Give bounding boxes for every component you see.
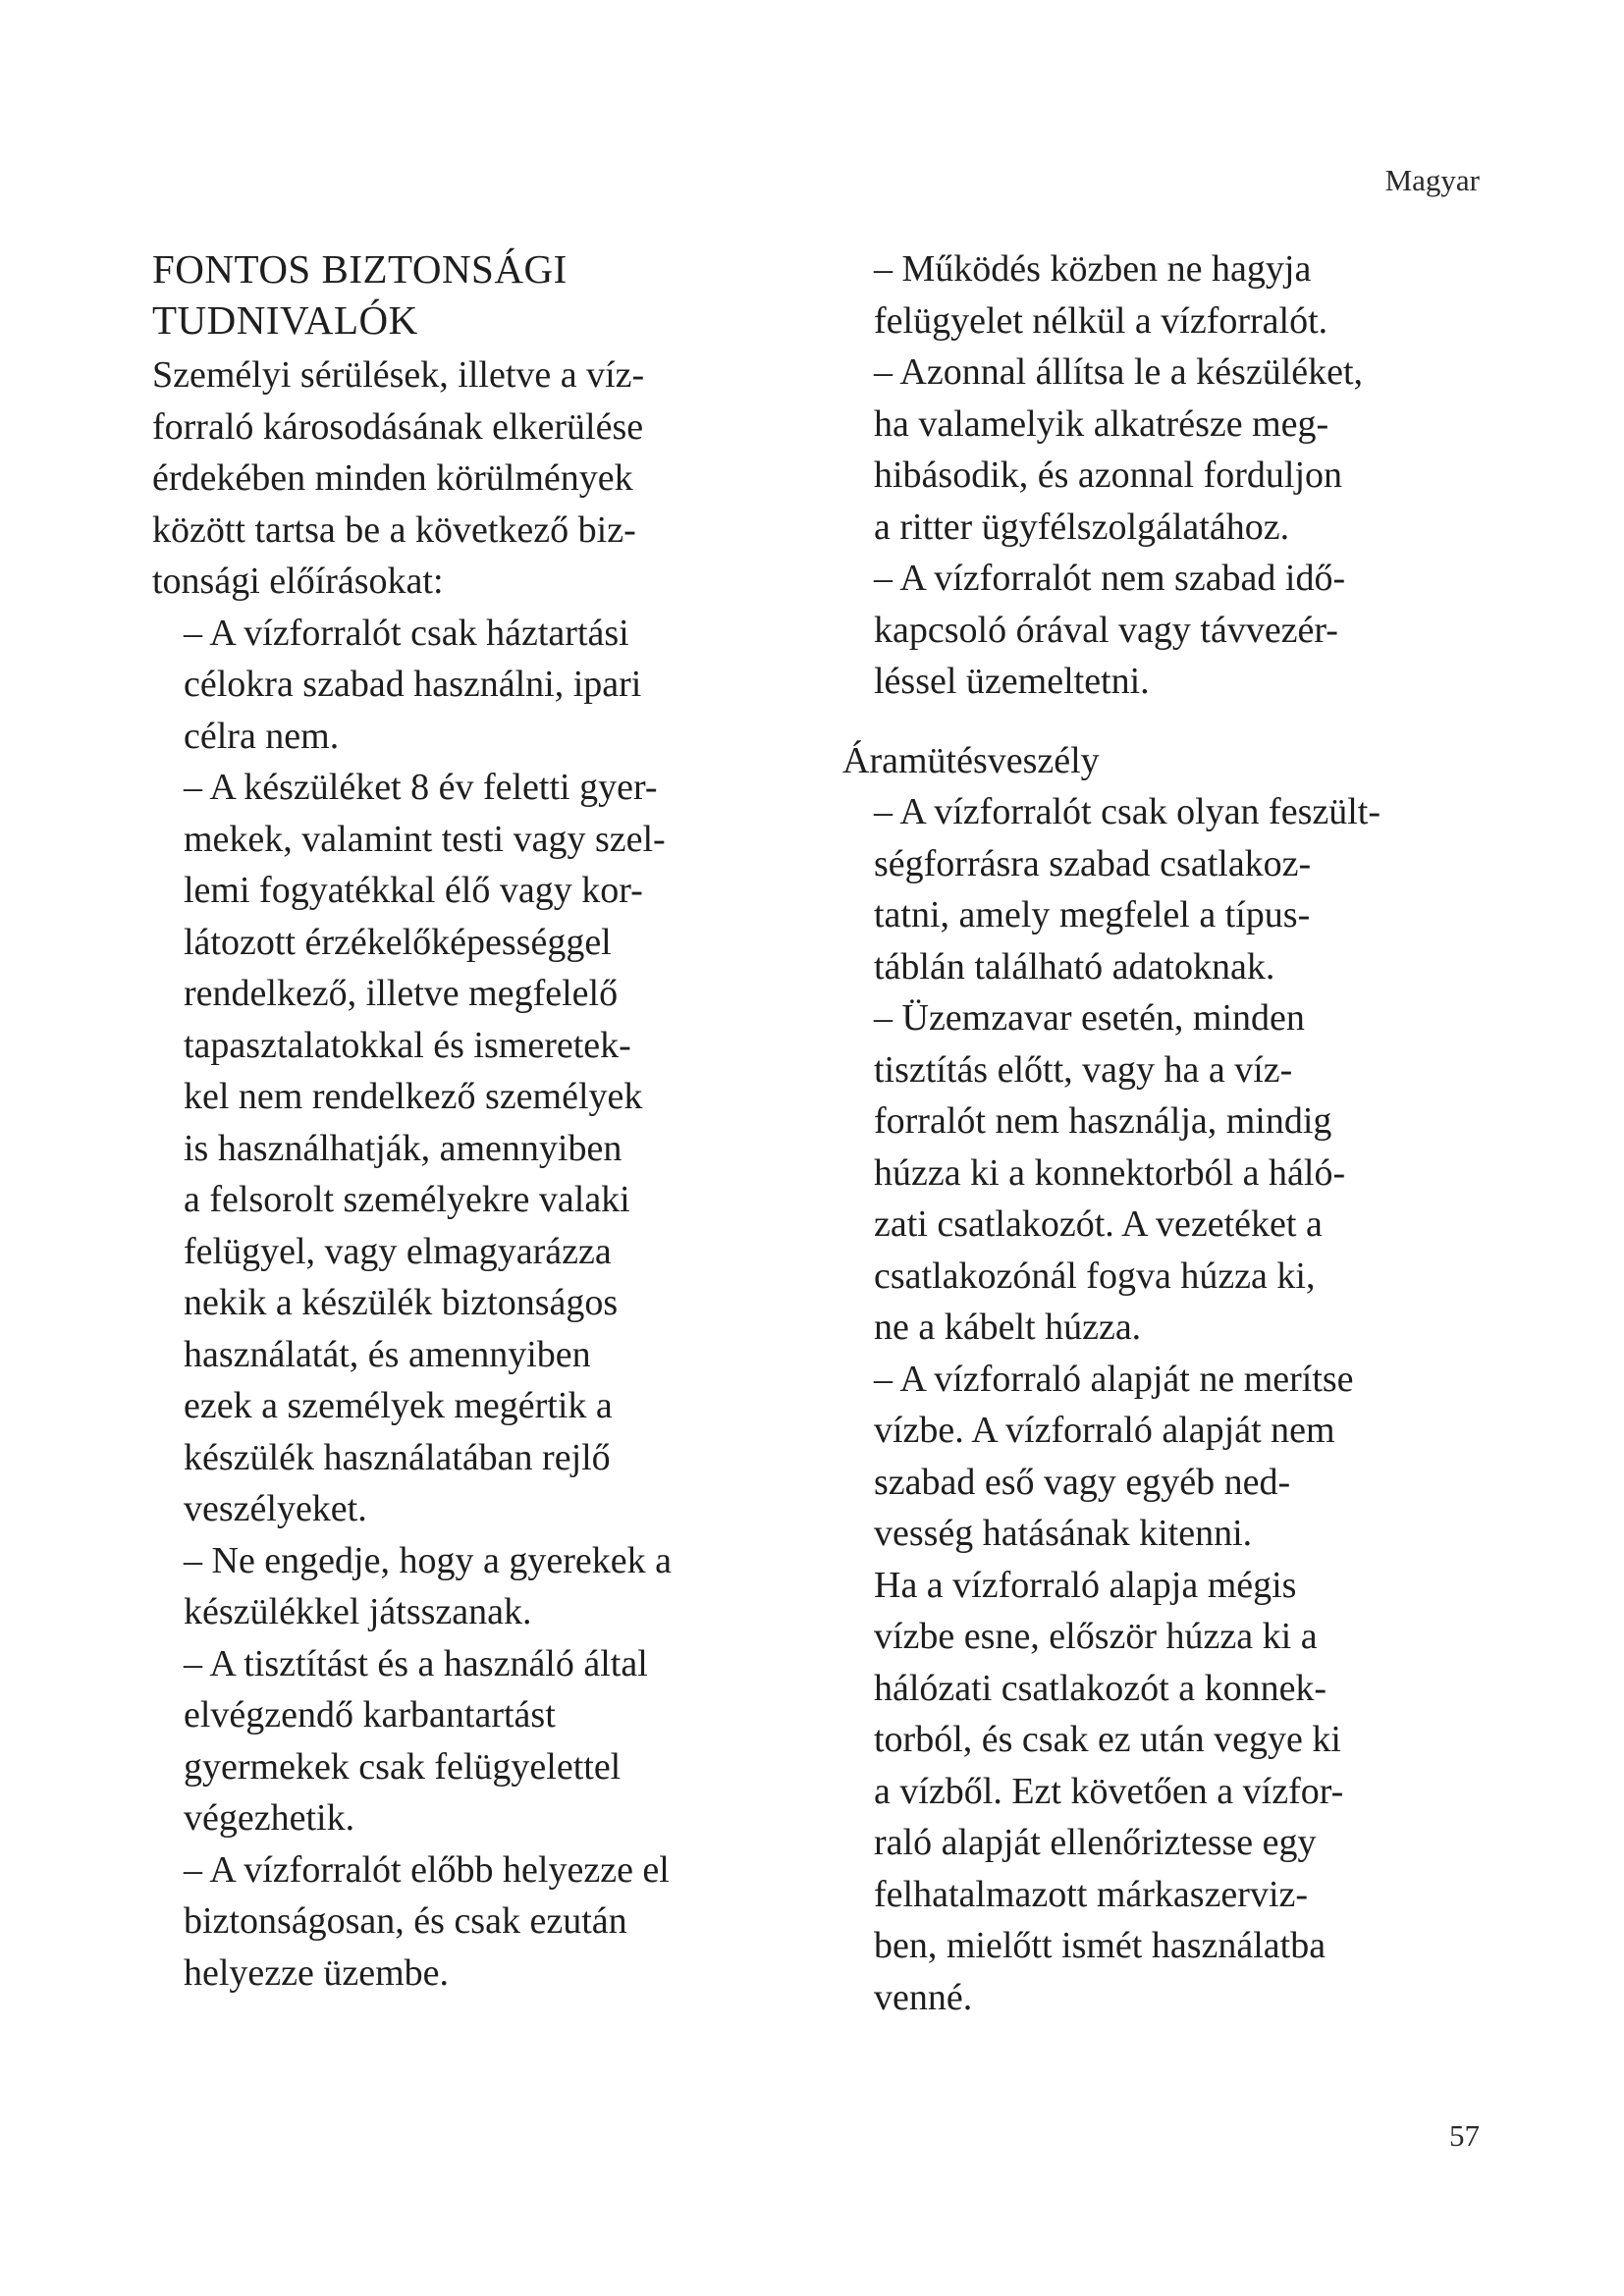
text-line: rendelkező, illetve megfelelő [184,973,619,1014]
text-line: elvégzendő karbantartást [184,1694,556,1735]
safety-item [152,1844,790,2000]
text-line: ne a kábelt húzza. [874,1307,1142,1348]
text-line: venné. [874,1976,973,2018]
text-line: mekek, valamint testi vagy szel- [184,818,666,860]
text-line: lemi fogyatékkal élő vagy kor- [184,870,643,911]
title-line: TUDNIVALÓK [152,297,418,343]
text-line: hálózati csatlakozót a konnek- [874,1667,1327,1709]
text-line: léssel üzemeltetni. [874,661,1150,702]
text-line: kapcsoló órával vagy távvezér- [874,609,1338,651]
text-line: célokra szabad használni, ipari [184,664,642,705]
text-line: a ritter ügyfélszolgálatához. [874,506,1290,548]
text-line: felügyel, vagy elmagyarázza [184,1230,612,1272]
text-line: – Üzemzavar esetén, minden [874,997,1305,1039]
text-line: – A vízforralót csak háztartási [184,612,629,654]
text-line: felhatalmazott márkaszerviz- [874,1873,1309,1915]
text-line: szabad eső vagy egyéb ned- [874,1461,1291,1503]
safety-item [842,553,1481,708]
text-line: Ha a vízforraló alapja mégis [874,1564,1297,1606]
safety-item [152,1535,790,1638]
text-line: helyezze üzembe. [184,1951,450,1994]
text-line: – Ne engedje, hogy a gyerekek a [184,1539,672,1581]
text-line: felügyelet nélkül a vízforralót. [874,299,1328,342]
safety-item [842,786,1481,992]
intro-paragraph [152,349,790,608]
text-line: – Működés közben ne hagyja [874,248,1312,290]
text-line: ha valamelyik alkatrésze meg- [874,402,1329,445]
text-line: tonsági előírásokat: [152,561,444,602]
text-line: – A vízforralót előbb helyezze el [184,1848,670,1891]
text-line: ezek a személyek megértik a [184,1385,613,1426]
text-line: – A vízforraló alapját ne merítse [874,1358,1354,1400]
text-line: táblán található adatoknak. [874,945,1275,988]
text-line: csatlakozónál fogva húzza ki, [874,1255,1316,1297]
text-line: kel nem rendelkező személyek [184,1076,643,1117]
title-line: FONTOS BIZTONSÁGI [152,246,568,292]
text-line: forraló károsodásának elkerülése [152,405,644,448]
text-line: húzza ki a konnektorból a háló- [874,1151,1346,1194]
text-line: a vízből. Ezt követően a vízfor- [874,1770,1344,1812]
text-line: vízbe. A vízforraló alapját nem [874,1410,1335,1451]
text-line: gyermekek csak felügyelettel [184,1745,622,1788]
right-column [842,243,1481,2023]
text-line: – A tisztítást és a használó által [184,1642,648,1684]
safety-item [842,243,1481,347]
text-line: ben, mielőtt ismét használatba [874,1925,1326,1966]
text-line: zati csatlakozót. A vezetéket a [874,1203,1323,1245]
safety-item [842,992,1481,1354]
text-line: használatát, és amennyiben [184,1333,591,1375]
left-column [152,243,790,1999]
safety-item [842,347,1481,553]
text-line: ségforrásra szabad csatlakoz- [874,842,1312,884]
text-line: biztonságosan, és csak ezután [184,1900,627,1942]
text-line: készülékkel játsszanak. [184,1591,532,1632]
text-line: – A vízforralót csak olyan feszült- [874,791,1381,832]
text-line: – A készüléket 8 év feletti gyer- [184,767,658,808]
text-line: veszélyeket. [184,1488,367,1529]
header-language: Magyar [1384,163,1480,197]
safety-item [152,608,790,763]
text-line: is használhatják, amennyiben [184,1127,623,1169]
text-line: készülék használatában rejlő [184,1436,611,1478]
text-line: forralót nem használja, mindig [874,1100,1332,1142]
text-line: hibásodik, és azonnal forduljon [874,454,1343,496]
text-line: – Azonnal állítsa le a készüléket, [874,351,1364,393]
safety-item [152,762,790,1535]
page-title [152,243,790,346]
text-line: torból, és csak ez után vegye ki [874,1719,1341,1760]
text-line: között tartsa be a következő biz- [152,508,636,551]
text-line: célra nem. [184,715,340,757]
text-line: raló alapját ellenőriztesse egy [874,1822,1317,1863]
text-line: a felsorolt személyekre valaki [184,1179,630,1220]
text-line: tapasztalatokkal és ismeretek- [184,1024,631,1066]
text-line: vesség hatásának kitenni. [874,1513,1253,1554]
text-line: látozott érzékelőképességgel [184,921,612,963]
text-line: – A vízforralót nem szabad idő- [874,558,1346,599]
page-number: 57 [1449,2118,1480,2153]
safety-item [842,1354,1481,2024]
text-line: Személyi sérülések, illetve a víz- [152,354,645,396]
text-line: tisztítás előtt, vagy ha a víz- [874,1048,1293,1091]
safety-item [152,1638,790,1844]
text-line: érdekében minden körülmények [152,457,633,499]
section-heading: Áramütésveszély [842,739,1100,781]
text-line: vízbe esne, először húzza ki a [874,1616,1318,1657]
text-line: tatni, amely megfelel a típus- [874,894,1311,935]
text-line: végezhetik. [184,1797,355,1839]
text-line: nekik a készülék biztonságos [184,1282,619,1323]
